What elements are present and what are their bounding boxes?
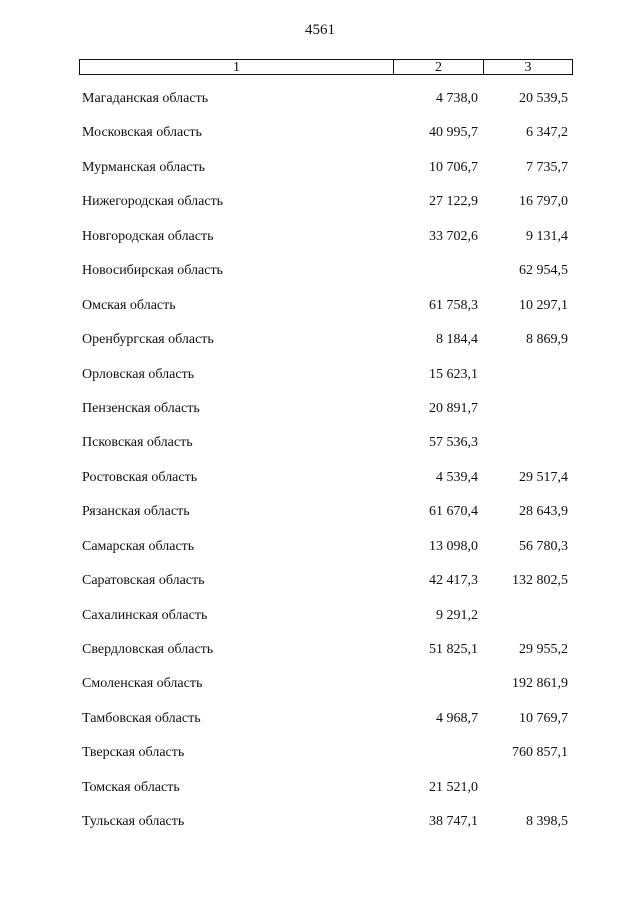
header-col-1: 1 <box>80 60 394 74</box>
table-row <box>79 398 573 432</box>
value-col-3: 56 780,3 <box>519 538 568 554</box>
value-col-3: 29 955,2 <box>519 642 568 657</box>
region-name: Сахалинская область <box>82 607 208 623</box>
table-row <box>79 467 573 501</box>
region-name: Самарская область <box>82 538 195 554</box>
value-col-3: 132 802,5 <box>512 573 568 589</box>
value-col-2: 61 670,4 <box>429 504 478 520</box>
table-row <box>79 432 573 466</box>
value-col-2: 10 706,7 <box>429 159 478 175</box>
value-col-2: 40 995,7 <box>429 125 478 141</box>
value-col-3: 29 517,4 <box>519 469 568 485</box>
region-name: Новосибирская область <box>82 263 223 279</box>
value-col-2: 27 122,9 <box>429 194 478 210</box>
table-row <box>79 364 573 398</box>
value-col-2: 33 702,6 <box>429 228 478 244</box>
region-name: Пензенская область <box>82 400 200 416</box>
value-col-3: 10 297,1 <box>519 297 568 313</box>
region-name: Магаданская область <box>82 91 209 106</box>
value-col-2: 21 521,0 <box>429 779 478 795</box>
value-col-2: 13 098,0 <box>429 538 478 554</box>
table-row <box>79 226 573 260</box>
header-col-3: 3 <box>524 60 532 75</box>
value-col-3: 760 857,1 <box>512 745 568 761</box>
table-row <box>79 605 573 639</box>
region-name: Московская область <box>82 125 202 141</box>
table-row <box>79 536 573 570</box>
table-row <box>79 191 573 225</box>
table-row <box>79 88 573 122</box>
region-name: Саратовская область <box>82 573 205 589</box>
table-row <box>79 157 573 191</box>
region-name: Новгородская область <box>82 228 214 244</box>
value-col-2: 51 825,1 <box>429 642 478 657</box>
table-row <box>79 295 573 329</box>
value-col-3: 20 539,5 <box>519 91 568 106</box>
page-number: 4561 <box>305 22 335 38</box>
header-col-2: 2 <box>394 60 484 74</box>
table-row <box>79 570 573 604</box>
region-name: Мурманская область <box>82 159 206 175</box>
header-row <box>79 59 573 75</box>
value-col-2: 4 968,7 <box>436 710 478 726</box>
value-col-2: 8 184,4 <box>436 332 478 348</box>
region-name: Смоленская область <box>82 676 203 692</box>
region-name: Оренбургская область <box>82 332 214 348</box>
table-row <box>79 777 573 811</box>
region-name: Псковская область <box>82 435 193 451</box>
value-col-2: 15 623,1 <box>429 366 478 382</box>
value-col-3: 6 347,2 <box>526 125 568 141</box>
value-col-2: 20 891,7 <box>429 400 478 416</box>
region-name: Тульская область <box>82 814 185 830</box>
region-name: Ростовская область <box>82 469 198 485</box>
value-col-3: 28 643,9 <box>519 504 568 520</box>
value-col-3: 9 131,4 <box>526 228 568 244</box>
region-name: Орловская область <box>82 366 195 382</box>
value-col-3: 8 869,9 <box>526 332 568 348</box>
region-name: Свердловская область <box>82 642 214 657</box>
table-row <box>79 708 573 742</box>
table-body <box>79 88 573 846</box>
value-col-2: 9 291,2 <box>436 607 478 623</box>
table-row <box>79 742 573 776</box>
table-row <box>79 673 573 707</box>
region-name: Томская область <box>82 779 180 795</box>
value-col-2: 61 758,3 <box>429 297 478 313</box>
value-col-3: 16 797,0 <box>519 194 568 210</box>
value-col-3: 8 398,5 <box>526 814 568 830</box>
value-col-2: 57 536,3 <box>429 435 478 451</box>
value-col-3: 62 954,5 <box>519 263 568 279</box>
value-col-2: 4 539,4 <box>436 469 478 485</box>
region-name: Тамбовская область <box>82 710 201 726</box>
region-name: Нижегородская область <box>82 194 224 210</box>
value-col-3: 192 861,9 <box>512 676 568 692</box>
table-header <box>79 59 573 75</box>
table-row <box>79 811 573 845</box>
table-row <box>79 329 573 363</box>
table-row <box>79 639 573 673</box>
table-row <box>79 501 573 535</box>
value-col-3: 10 769,7 <box>519 710 568 726</box>
table-row <box>79 122 573 156</box>
region-name: Тверская область <box>82 745 185 761</box>
value-col-3: 7 735,7 <box>526 159 568 175</box>
value-col-2: 38 747,1 <box>429 814 478 830</box>
region-name: Омская область <box>82 297 176 313</box>
table-row <box>79 260 573 294</box>
region-name: Рязанская область <box>82 504 190 520</box>
value-col-2: 42 417,3 <box>429 573 478 589</box>
value-col-2: 4 738,0 <box>436 91 478 106</box>
